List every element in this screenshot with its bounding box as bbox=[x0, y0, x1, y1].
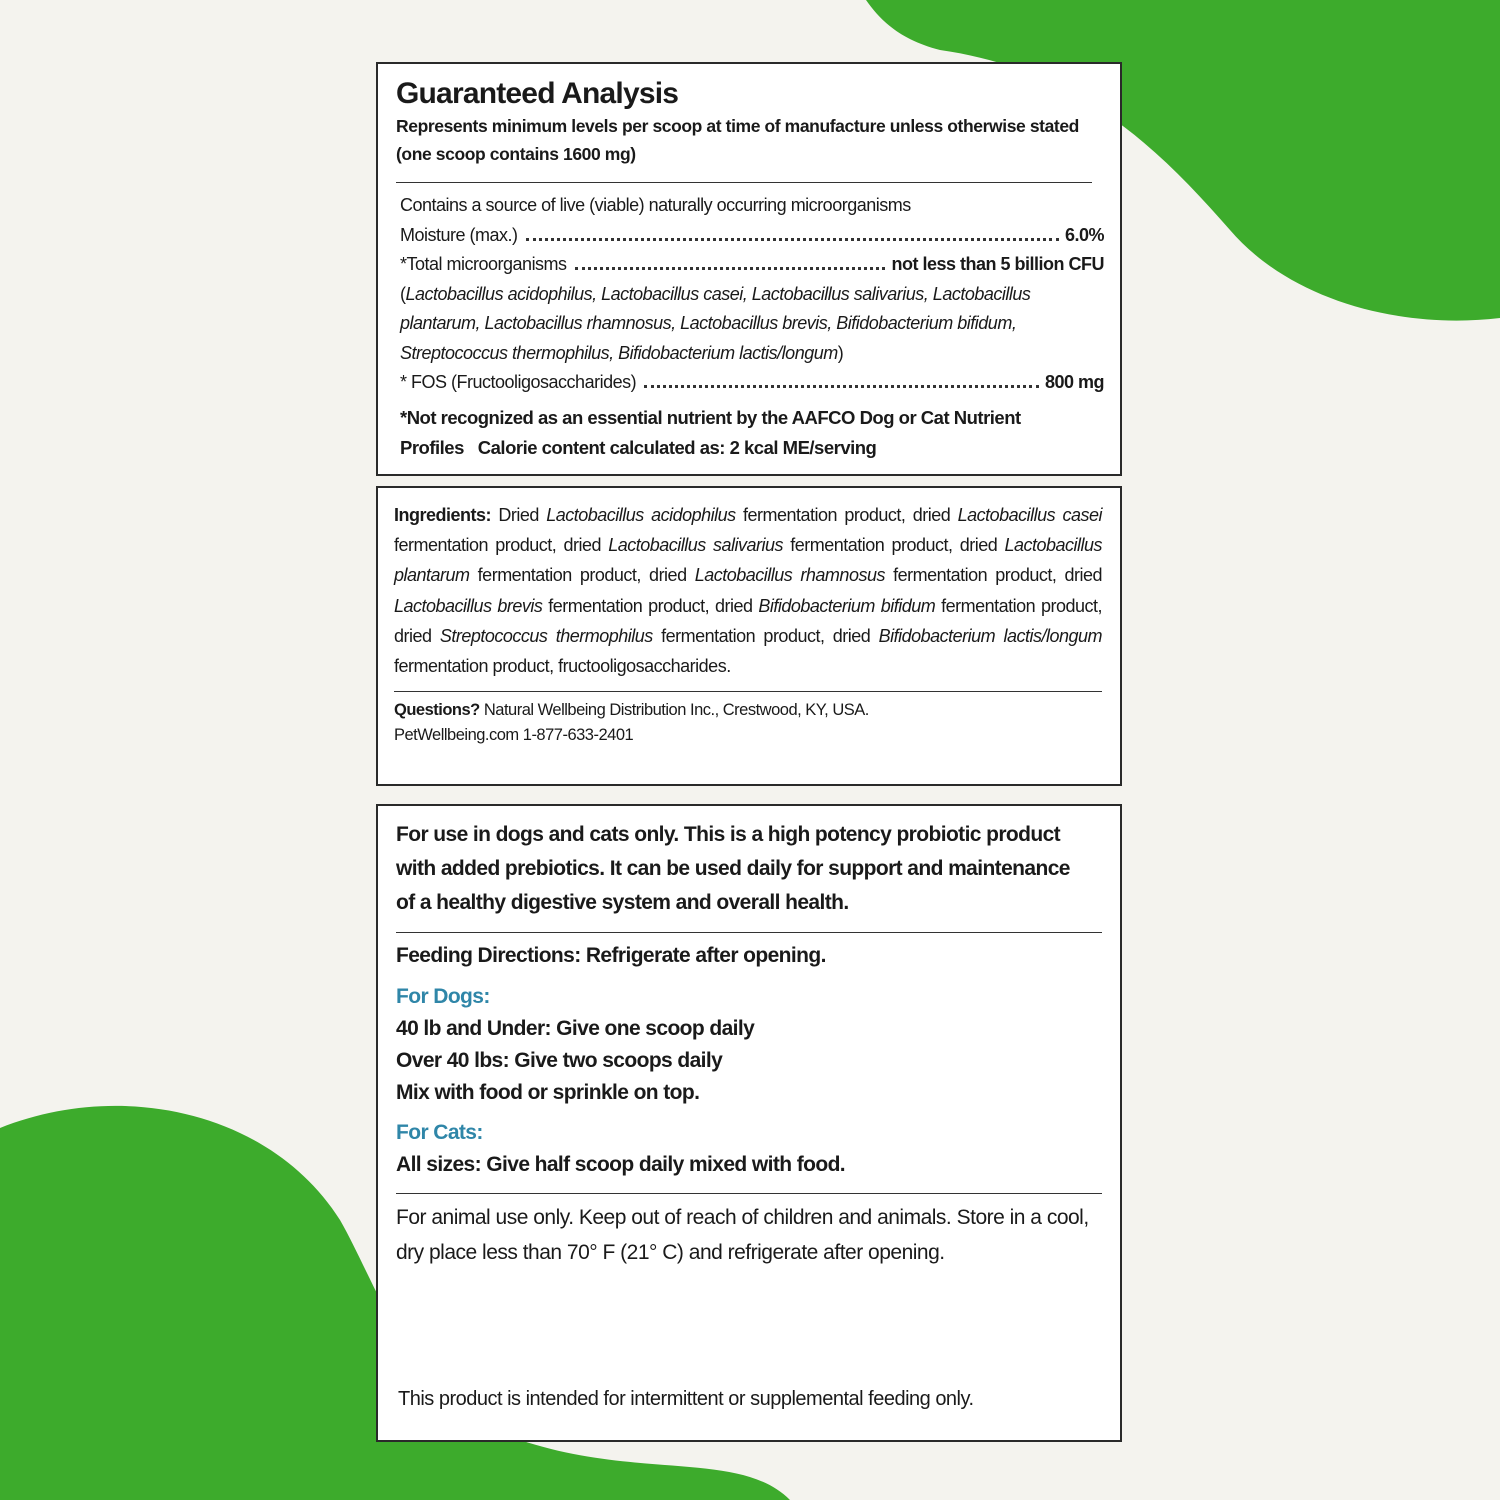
contact-line: PetWellbeing.com 1-877-633-2401 bbox=[394, 726, 634, 745]
analysis-subtitle: Represents minimum levels per scoop at time of manufacture unless otherwise stated (one scoop contains 1600 mg) bbox=[396, 116, 1079, 164]
usage-panel bbox=[376, 804, 1122, 1442]
fos-value: 800 mg bbox=[1044, 372, 1104, 392]
dogs-line: Over 40 lbs: Give two scoops daily bbox=[396, 1049, 723, 1072]
ingredient-species: Lactobacillus salivarius bbox=[608, 535, 784, 556]
guaranteed-analysis-panel bbox=[376, 62, 1122, 476]
ingredient-text: fermentation product, dried bbox=[469, 565, 695, 586]
divider bbox=[396, 182, 1092, 183]
microorganisms-row bbox=[400, 250, 1104, 280]
ingredient-species: Lactobacillus rhamnosus bbox=[694, 565, 885, 586]
ingredient-species: Lactobacillus casei bbox=[957, 505, 1102, 525]
leader-dots bbox=[526, 238, 1059, 241]
ingredient-text: fermentation product, dried bbox=[652, 625, 879, 646]
moisture-row bbox=[400, 221, 1104, 251]
questions-label: Questions? bbox=[394, 701, 480, 720]
ingredient-species: Bifidobacterium lactis/longum bbox=[878, 625, 1103, 646]
leader-dots bbox=[644, 385, 1039, 388]
ingredients-text bbox=[394, 500, 1102, 681]
microorganisms-label: *Total microorganisms bbox=[400, 254, 567, 274]
usage-intro: For use in dogs and cats only. This is a high potency probiotic product with added prebiotics. It can be used daily for support and maintenance of a healthy digestive system and overall health. bbox=[396, 823, 1070, 914]
moisture-value: 6.0% bbox=[1064, 224, 1104, 245]
ingredient-species: Lactobacillus brevis bbox=[394, 595, 543, 616]
divider bbox=[394, 691, 1102, 692]
questions-line bbox=[394, 698, 1104, 723]
feeding-directions-title: Feeding Directions: Refrigerate after opening. bbox=[396, 944, 826, 967]
microorganisms-value: not less than 5 billion CFU bbox=[891, 254, 1104, 274]
ingredient-text: Dried bbox=[491, 505, 547, 525]
ingredients-panel bbox=[376, 486, 1122, 786]
strain-list: (Lactobacillus acidophilus, Lactobacillus casei, Lactobacillus salivarius, Lactobacillus plantarum, Lactobacillus rhamnosus, Lactobacillus brevis, Bifidobacterium bifidum, Streptococcus thermophilus, Bifidobacterium lactis/longum) bbox=[400, 283, 1031, 363]
ingredients-label: Ingredients: bbox=[394, 505, 492, 525]
divider bbox=[396, 932, 1102, 933]
aafco-note: *Not recognized as an essential nutrient by the AAFCO Dog or Cat Nutrient Profiles bbox=[400, 406, 1021, 458]
analysis-intro: Contains a source of live (viable) naturally occurring microorganisms bbox=[400, 195, 911, 215]
fos-row bbox=[400, 368, 1104, 398]
ingredient-text: fermentation product, dried bbox=[884, 565, 1103, 586]
calorie-content: Calorie content calculated as: 2 kcal ME/serving bbox=[477, 436, 877, 458]
fos-label: * FOS (Fructooligosaccharides) bbox=[400, 372, 637, 392]
feeding-notice: This product is intended for intermittent or supplemental feeding only. bbox=[398, 1388, 974, 1410]
ingredient-species: Bifidobacterium bifidum bbox=[758, 595, 936, 616]
divider bbox=[396, 1193, 1102, 1194]
ingredient-text: fermentation product, dried bbox=[394, 535, 609, 556]
analysis-footnote bbox=[396, 403, 1104, 463]
strain-names: Lactobacillus acidophilus, Lactobacillus casei, Lactobacillus salivarius, Lactobacillus plantarum, Lactobacillus rhamnosus, Lactobacillus brevis, Bifidobacterium bifidum, Streptococcus thermophilus, Bifidobacterium lactis/longum bbox=[400, 283, 1031, 363]
cats-heading: For Cats: bbox=[396, 1121, 483, 1144]
ingredient-species: Lactobacillus plantarum bbox=[394, 535, 1103, 586]
leader-dots bbox=[575, 267, 886, 270]
ingredient-text: fermentation product, dried bbox=[394, 595, 1102, 646]
ingredient-text: fermentation product, fructooligosaccharides. bbox=[394, 656, 731, 677]
dogs-line: 40 lb and Under: Give one scoop daily bbox=[396, 1017, 755, 1040]
cats-line: All sizes: Give half scoop daily mixed with food. bbox=[396, 1153, 846, 1176]
ingredient-text: fermentation product, dried bbox=[783, 535, 1005, 556]
moisture-label: Moisture (max.) bbox=[400, 224, 518, 245]
ingredient-species: Lactobacillus acidophilus bbox=[546, 505, 736, 525]
dogs-heading: For Dogs: bbox=[396, 985, 490, 1008]
ingredient-text: fermentation product, dried bbox=[542, 595, 759, 616]
company-info: Natural Wellbeing Distribution Inc., Crestwood, KY, USA. bbox=[483, 701, 869, 720]
dogs-line: Mix with food or sprinkle on top. bbox=[396, 1081, 700, 1104]
ingredient-text: fermentation product, dried bbox=[735, 505, 958, 525]
ingredient-species: Streptococcus thermophilus bbox=[439, 625, 653, 646]
analysis-body bbox=[396, 191, 1104, 398]
storage-warning: For animal use only. Keep out of reach of children and animals. Store in a cool, dry place less than 70° F (21° C) and refrigerate after opening. bbox=[396, 1206, 1089, 1264]
analysis-title: Guaranteed Analysis bbox=[396, 77, 679, 110]
